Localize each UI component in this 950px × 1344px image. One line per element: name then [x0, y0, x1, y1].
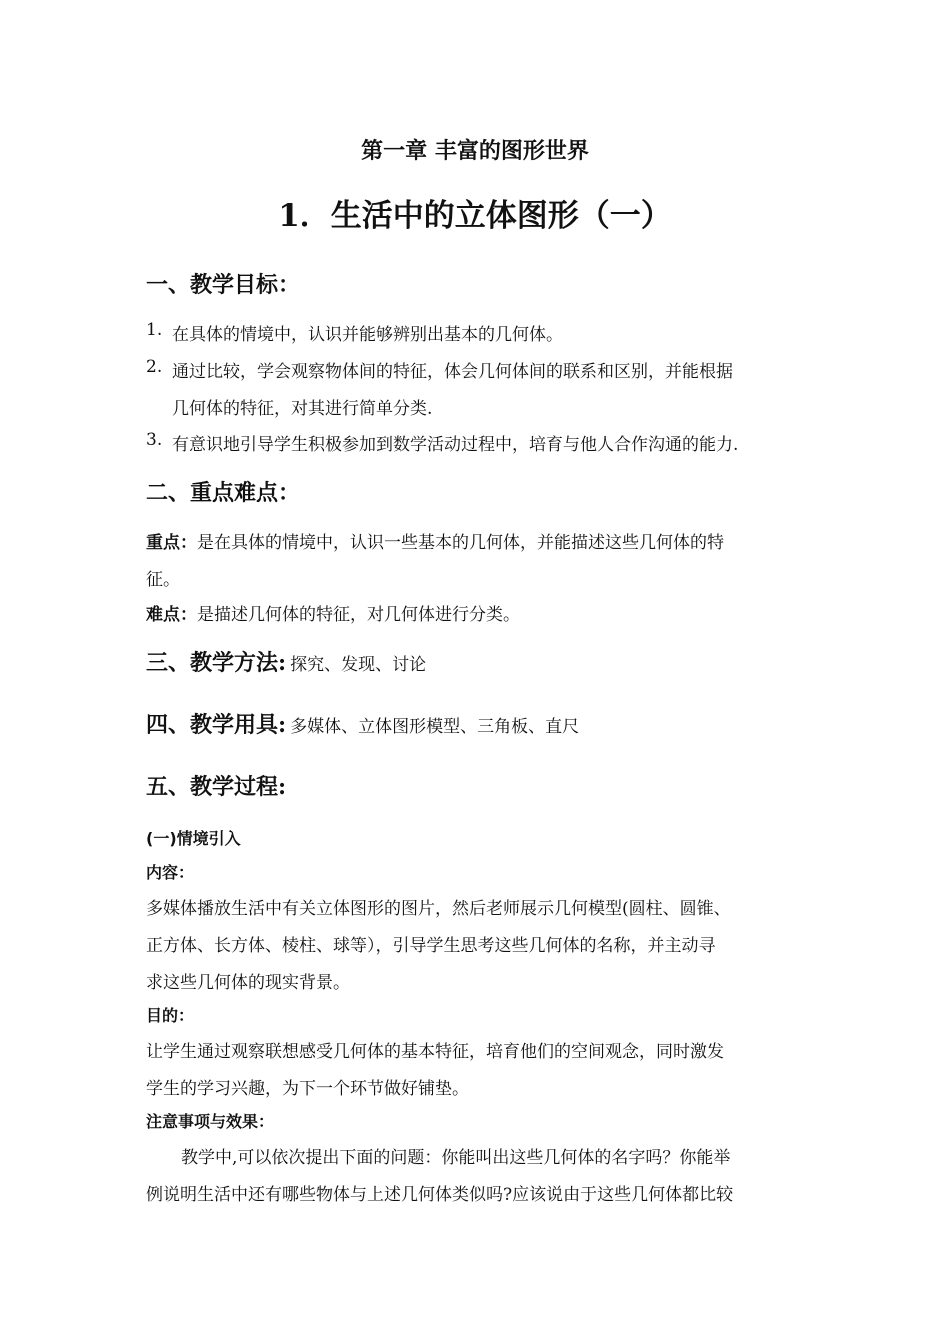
methods-content: 探究、发现、讨论	[290, 655, 427, 675]
difficulty-line	[146, 600, 520, 625]
list-number: 2.	[146, 357, 163, 377]
methods-heading-text: 三、教学方法:	[146, 650, 287, 676]
purpose-line: 让学生通过观察联想感受几何体的基本特征，培育他们的空间观念，同时激发	[146, 1042, 724, 1062]
list-number: 1.	[146, 320, 163, 340]
list-number: 3.	[146, 430, 163, 450]
purpose-label: 目的：	[146, 1006, 195, 1025]
purpose-line: 学生的学习兴趣，为下一个环节做好铺垫。	[146, 1079, 469, 1099]
section-heading-process: 五、教学过程:	[146, 774, 287, 800]
chapter-title: 第一章 丰富的图形世界	[361, 138, 589, 164]
section-heading-key-points: 二、重点难点：	[146, 480, 301, 506]
notes-line: 教学中,可以依次提出下面的问题：你能叫出这些几何体的名字吗？你能举	[181, 1148, 731, 1168]
list-item-continuation: 几何体的特征，对其进行简单分类.	[172, 399, 433, 419]
key-point-continuation: 征。	[146, 570, 180, 590]
key-point-text: 是在具体的情境中，认识一些基本的几何体，并能描述这些几何体的特	[197, 533, 724, 553]
key-point-label: 重点：	[146, 533, 197, 553]
lesson-title: 1．生活中的立体图形（一）	[278, 198, 672, 234]
notes-line: 例说明生活中还有哪些物体与上述几何体类似吗?应该说由于这些几何体都比较	[146, 1185, 734, 1205]
content-line: 求这些几何体的现实背景。	[146, 973, 350, 993]
step-title: (一)情境引入	[146, 829, 241, 848]
content-line: 正方体、长方体、棱柱、球等），引导学生思考这些几何体的名称，并主动寻	[146, 936, 716, 956]
content-label: 内容：	[146, 863, 195, 882]
list-item-text: 通过比较，学会观察物体间的特征，体会几何体间的联系和区别，并能根据	[172, 362, 733, 382]
section-heading-objectives: 一、教学目标：	[146, 272, 301, 298]
section-heading-tools	[146, 708, 579, 739]
tools-heading-text: 四、教学用具:	[146, 712, 287, 738]
difficulty-label: 难点：	[146, 605, 197, 625]
list-item-text: 有意识地引导学生积极参加到数学活动过程中，培育与他人合作沟通的能力.	[172, 435, 739, 455]
tools-content: 多媒体、立体图形模型、三角板、直尺	[290, 717, 580, 737]
list-item-text: 在具体的情境中，认识并能够辨别出基本的几何体。	[172, 325, 563, 345]
section-heading-methods	[146, 646, 426, 677]
key-point-line	[146, 528, 724, 553]
difficulty-text: 是描述几何体的特征，对几何体进行分类。	[197, 605, 520, 625]
notes-label: 注意事项与效果：	[146, 1112, 275, 1131]
content-line: 多媒体播放生活中有关立体图形的图片，然后老师展示几何模型(圆柱、圆锥、	[146, 899, 731, 919]
